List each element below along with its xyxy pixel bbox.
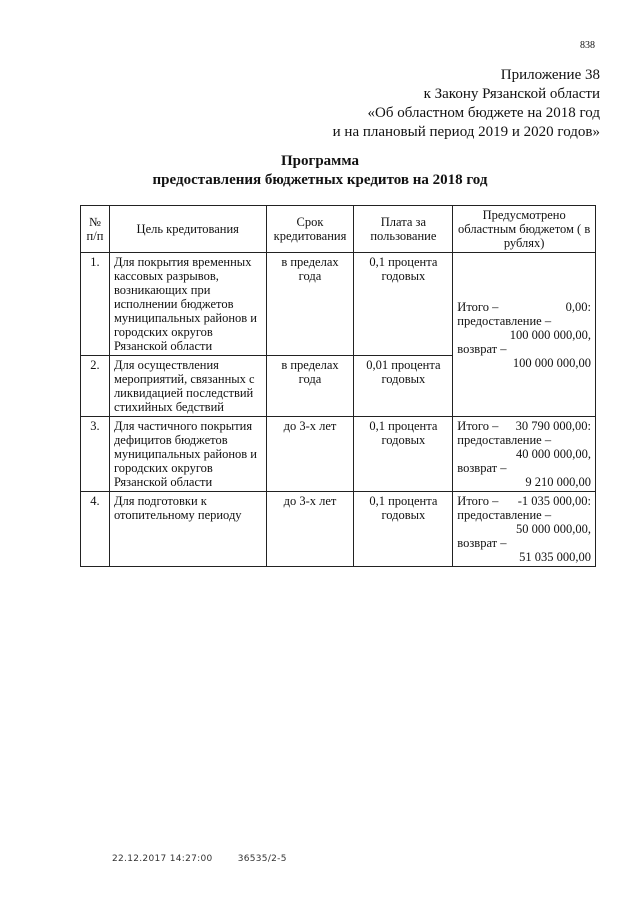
row-term: в пределах года [266, 356, 354, 417]
budget-return-value: 9 210 000,00 [525, 475, 591, 489]
table-row [81, 253, 596, 356]
footer-stamp [112, 854, 309, 864]
title-line: Программа [281, 153, 359, 169]
row-fee: 0,01 процента годовых [354, 356, 453, 417]
budget-total-value: 30 790 000,00: [515, 419, 591, 433]
row-num: 1. [81, 253, 110, 356]
row-purpose: Для осуществления мероприятий, связанных с ликвидацией последствий стихийных бедствий [109, 356, 266, 417]
budget-total-value: 0,00: [565, 299, 591, 314]
budget-total-label: Итого – [457, 299, 499, 314]
table-row [81, 492, 596, 567]
budget-total [457, 419, 591, 433]
header-fee: Плата за пользование [354, 206, 453, 253]
budget-total [457, 300, 591, 314]
budget-return-value: 100 000 000,00 [512, 355, 591, 370]
appendix-header [333, 66, 600, 142]
budget-return-label: возврат – [457, 461, 507, 475]
row-purpose: Для частичного покрытия дефицитов бюджетов муниципальных районов и городских округов Рязанской области [109, 417, 266, 492]
budget-provision-label: предоставление – [457, 508, 552, 522]
budget-provision-value: 40 000 000,00, [516, 447, 591, 461]
budget-provision-value: 50 000 000,00, [516, 522, 591, 536]
document-title [0, 152, 640, 190]
budget-total-label: Итого – [457, 494, 499, 508]
budget-total [457, 494, 591, 508]
row-term: в пределах года [266, 253, 354, 356]
row-budget [453, 417, 596, 492]
title-line: предоставления бюджетных кредитов на 2018 год [152, 172, 488, 188]
row-term: до 3-х лет [266, 417, 354, 492]
budget-return-label: возврат – [457, 341, 507, 356]
table-row [81, 417, 596, 492]
header-budget: Предусмотрено областным бюджетом ( в рублях) [453, 206, 596, 253]
header-purpose: Цель кредитования [109, 206, 266, 253]
row-budget-merged [453, 253, 596, 417]
appendix-line: к Закону Рязанской области [423, 86, 600, 102]
row-num: 3. [81, 417, 110, 492]
header-term: Срок кредитования [266, 206, 354, 253]
budget-total-label: Итого – [457, 419, 499, 433]
budget-provision-value: 100 000 000,00, [509, 327, 591, 342]
budget-total-value: -1 035 000,00: [517, 494, 591, 508]
budget-return-value: 51 035 000,00 [519, 550, 591, 564]
footer-doc-id: 36535/2-5 [237, 854, 287, 864]
row-fee: 0,1 процента годовых [354, 417, 453, 492]
row-num: 4. [81, 492, 110, 567]
row-budget [453, 492, 596, 567]
appendix-line: и на плановый период 2019 и 2020 годов» [332, 124, 600, 140]
appendix-line: «Об областном бюджете на 2018 год [367, 105, 600, 121]
budget-provision-label: предоставление – [457, 313, 552, 328]
page-number: 838 [580, 40, 595, 51]
row-num: 2. [81, 356, 110, 417]
appendix-line: Приложение 38 [500, 67, 600, 83]
budget-provision-label: предоставление – [457, 433, 552, 447]
footer-timestamp: 22.12.2017 14:27:00 [112, 854, 213, 864]
credit-program-table [80, 205, 596, 567]
table-header-row [81, 206, 596, 253]
row-fee: 0,1 процента годовых [354, 492, 453, 567]
row-fee: 0,1 процента годовых [354, 253, 453, 356]
row-purpose: Для покрытия временных кассовых разрывов, возникающих при исполнении бюджетов муниципальных районов и городских округов Рязанской области [109, 253, 266, 356]
row-term: до 3-х лет [266, 492, 354, 567]
header-num: № п/п [81, 206, 110, 253]
budget-return-label: возврат – [457, 536, 507, 550]
row-purpose: Для подготовки к отопительному периоду [109, 492, 266, 567]
